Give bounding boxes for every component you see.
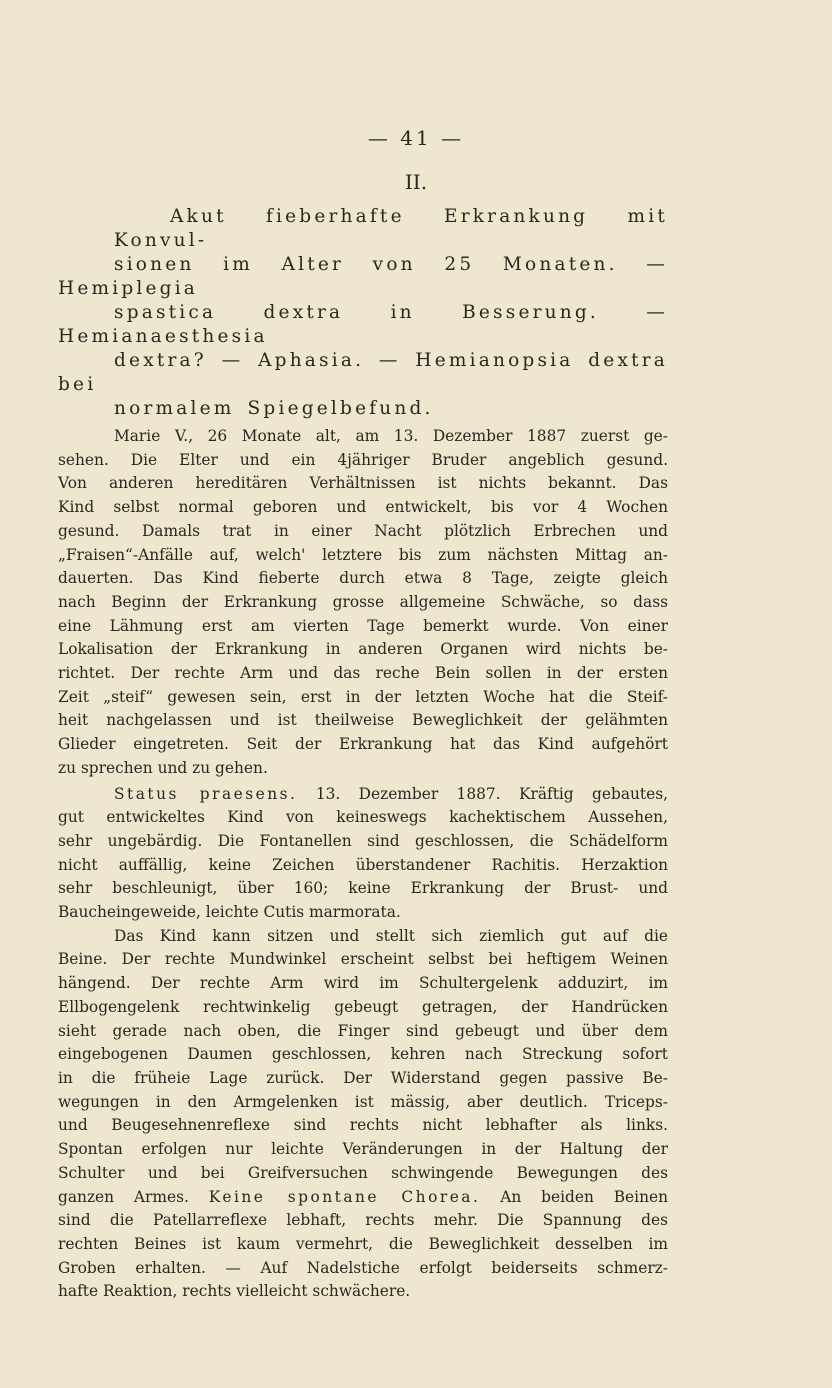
heading-line: spastica dextra in Besserung. — Hemianaesthesia: [58, 302, 668, 347]
text-line: Schulter und bei Greifversuchen schwingende Bewegungen des: [58, 1163, 668, 1182]
text-line: nicht auffällig, keine Zeichen überstandener Rachitis. Herzaktion: [58, 855, 668, 874]
text-block: [58, 205, 668, 1304]
status-paragraph: [58, 783, 668, 925]
text-line: Zeit „steif“ gewesen sein, erst in der letzten Woche hat die Steif-: [58, 687, 668, 706]
heading-line: sionen im Alter von 25 Monaten. — Hemiplegia: [58, 254, 668, 299]
spaced-emphasis: Keine spontane Chorea.: [208, 1187, 481, 1206]
text-line: richtet. Der rechte Arm und das reche Bein sollen in der ersten: [58, 664, 668, 683]
page-number: — 41 —: [367, 126, 465, 150]
text-line: Groben erhalten. — Auf Nadelstiche erfolgt beiderseits schmerz-: [58, 1258, 668, 1277]
findings-paragraph: [58, 925, 668, 1304]
text-line: eingebogenen Daumen geschlossen, kehren nach Streckung sofort: [58, 1045, 668, 1064]
status-line-rest: 13. Dezember 1887. Kräftig gebautes,: [315, 784, 668, 803]
text-line: [58, 783, 668, 807]
text-line: Baucheingeweide, leichte Cutis marmorata.: [58, 903, 401, 922]
text-line: sehen. Die Elter und ein 4jähriger Bruder angeblich gesund.: [58, 450, 668, 469]
text-line: sehr beschleunigt, über 160; keine Erkrankung der Brust- und: [58, 879, 668, 898]
text-line: Glieder eingetreten. Seit der Erkrankung hat das Kind aufgehört: [58, 735, 668, 754]
heading-line: Akut fieberhafte Erkrankung mit Konvul-: [114, 206, 668, 251]
heading-line: dextra? — Aphasia. — Hemianopsia dextra bei: [58, 350, 668, 395]
text-line: zu sprechen und zu gehen.: [58, 758, 268, 777]
text-line: [58, 1186, 668, 1210]
text-line: und Beugesehnenreflexe sind rechts nicht lebhafter als links.: [58, 1116, 668, 1135]
section-numeral: II.: [404, 170, 428, 194]
text-line: hafte Reaktion, rechts vielleicht schwächere.: [58, 1282, 411, 1301]
text-line: rechten Beines ist kaum vermehrt, die Beweglichkeit desselben im: [58, 1234, 668, 1253]
text-line: Das Kind kann sitzen und stellt sich ziemlich gut auf die: [114, 926, 668, 945]
text-line: Lokalisation der Erkrankung in anderen Organen wird nichts be-: [58, 640, 668, 659]
text-line: Von anderen hereditären Verhältnissen ist nichts bekannt. Das: [58, 474, 668, 493]
line-part: An beiden Beinen: [500, 1187, 669, 1206]
status-lead: Status praesens.: [114, 784, 298, 803]
text-line: hängend. Der rechte Arm wird im Schultergelenk adduzirt, im: [58, 974, 668, 993]
text-line: sehr ungebärdig. Die Fontanellen sind geschlossen, die Schädelform: [58, 831, 668, 850]
text-line: wegungen in den Armgelenken ist mässig, aber deutlich. Triceps-: [58, 1092, 668, 1111]
text-line: gut entwickeltes Kind von keineswegs kachektischem Aussehen,: [58, 808, 668, 827]
text-line: gesund. Damals trat in einer Nacht plötzlich Erbrechen und: [58, 521, 668, 540]
text-line: Beine. Der rechte Mundwinkel erscheint selbst bei heftigem Weinen: [58, 950, 668, 969]
text-line: nach Beginn der Erkrankung grosse allgemeine Schwäche, so dass: [58, 592, 668, 611]
text-line: Spontan erfolgen nur leichte Veränderungen in der Haltung der: [58, 1140, 668, 1159]
line-part: ganzen Armes.: [58, 1187, 189, 1206]
text-line: sind die Patellarreflexe lebhaft, rechts mehr. Die Spannung des: [58, 1211, 668, 1230]
case-heading: [58, 205, 668, 421]
text-line: dauerten. Das Kind fieberte durch etwa 8 Tage, zeigte gleich: [58, 569, 668, 588]
heading-line: normalem Spiegelbefund.: [114, 398, 434, 419]
text-line: eine Lähmung erst am vierten Tage bemerkt wurde. Von einer: [58, 616, 668, 635]
anamnesis-paragraph: [58, 425, 668, 781]
text-line: Marie V., 26 Monate alt, am 13. Dezember 1887 zuerst ge-: [114, 427, 668, 445]
text-line: heit nachgelassen und ist theilweise Beweglichkeit der gelähmten: [58, 711, 668, 730]
text-line: Ellbogengelenk rechtwinkelig gebeugt getragen, der Handrücken: [58, 997, 668, 1016]
text-line: sieht gerade nach oben, die Finger sind gebeugt und über dem: [58, 1021, 668, 1040]
text-line: Kind selbst normal geboren und entwickelt, bis vor 4 Wochen: [58, 498, 668, 517]
text-line: in die früheie Lage zurück. Der Widerstand gegen passive Be-: [58, 1068, 668, 1087]
text-line: „Fraisen“-Anfälle auf, welch' letztere bis zum nächsten Mittag an-: [58, 545, 668, 564]
